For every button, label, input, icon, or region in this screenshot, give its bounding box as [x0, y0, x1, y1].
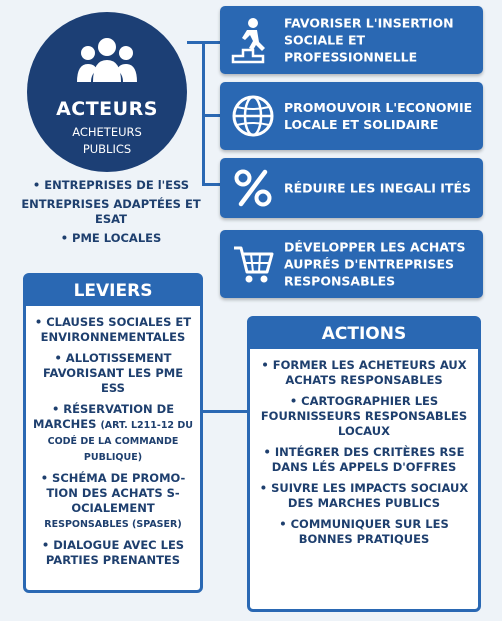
- objective-label: PROMOUVOIR L'ECONOMIE LOCALE ET SOLIDAIRE: [284, 100, 473, 132]
- list-item: • PME LOCALES: [60, 231, 162, 245]
- list-item: • RÉSERVATION DE MARCHES (ART. L211-12 DU CODÉ DE LA COMMANDE PUBLIQUE): [33, 402, 193, 463]
- objective-box: [220, 158, 483, 218]
- list-item: • FORMER LES ACHETEURS AUX ACHATS RESPONSABLES: [261, 358, 467, 387]
- actors-title: ACTEURS: [56, 98, 158, 120]
- actors-subtitle: ACHETEURS PUBLICS: [72, 125, 142, 156]
- list-item: • ALLOTISSEMENT FAVORISANT LES PME ESS: [42, 351, 184, 395]
- connector-line: [203, 410, 248, 413]
- connector-line: [202, 114, 220, 117]
- leviers-panel: [23, 273, 203, 593]
- leviers-title: LEVIERS: [26, 276, 200, 306]
- list-item: ENTREPRISES ADAPTÉES ET ESAT: [21, 197, 201, 226]
- list-item: • COMMUNIQUER SUR LES BONNES PRATIQUES: [279, 517, 449, 546]
- list-item: • CLAUSES SOCIALES ET ENVIRONNEMENTALES: [34, 315, 192, 344]
- list-item: • SCHÉMA DE PROMO- TION DES ACHATS S- OCIALEMENT RESPONSABLES (SPASER): [40, 471, 186, 530]
- actors-circle: [27, 12, 187, 172]
- list-item: • SUIVRE LES IMPACTS SOCIAUX DES MARCHES PUBLICS: [259, 481, 469, 510]
- objective-label: DÉVELOPPER LES ACHATS AUPRÉS D'ENTREPRISES RESPONSABLES: [284, 239, 466, 289]
- list-item: • INTÉGRER DES CRITÈRES RSE DANS LÉS APPELS D'OFFRES: [263, 445, 465, 474]
- actions-title: ACTIONS: [250, 319, 478, 349]
- percent-icon: [231, 168, 275, 208]
- actors-list: [18, 178, 204, 250]
- objective-box: [220, 82, 483, 150]
- objective-label: RÉDUIRE LES INEGALI ITÉS: [284, 180, 471, 196]
- objective-label: FAVORISER L'INSERTION SOCIALE ET PROFESSIONNELLE: [284, 15, 454, 65]
- globe-icon: [231, 94, 275, 138]
- objective-box: [220, 6, 483, 74]
- list-item: • CARTOGRAPHIER LES FOURNISSEURS RESPONSABLES LOCAUX: [260, 394, 468, 438]
- list-item: • DIALOGUE AVEC LES PARTIES PRENANTES: [41, 538, 185, 567]
- actions-panel: [247, 316, 481, 612]
- objective-box: [220, 230, 483, 298]
- list-item: • ENTREPRISES DE l'ESS: [32, 178, 190, 192]
- shopping-cart-icon: [231, 242, 275, 286]
- people-group-icon: [77, 36, 137, 88]
- connector-line: [202, 183, 220, 186]
- stairs-person-icon: [231, 16, 275, 64]
